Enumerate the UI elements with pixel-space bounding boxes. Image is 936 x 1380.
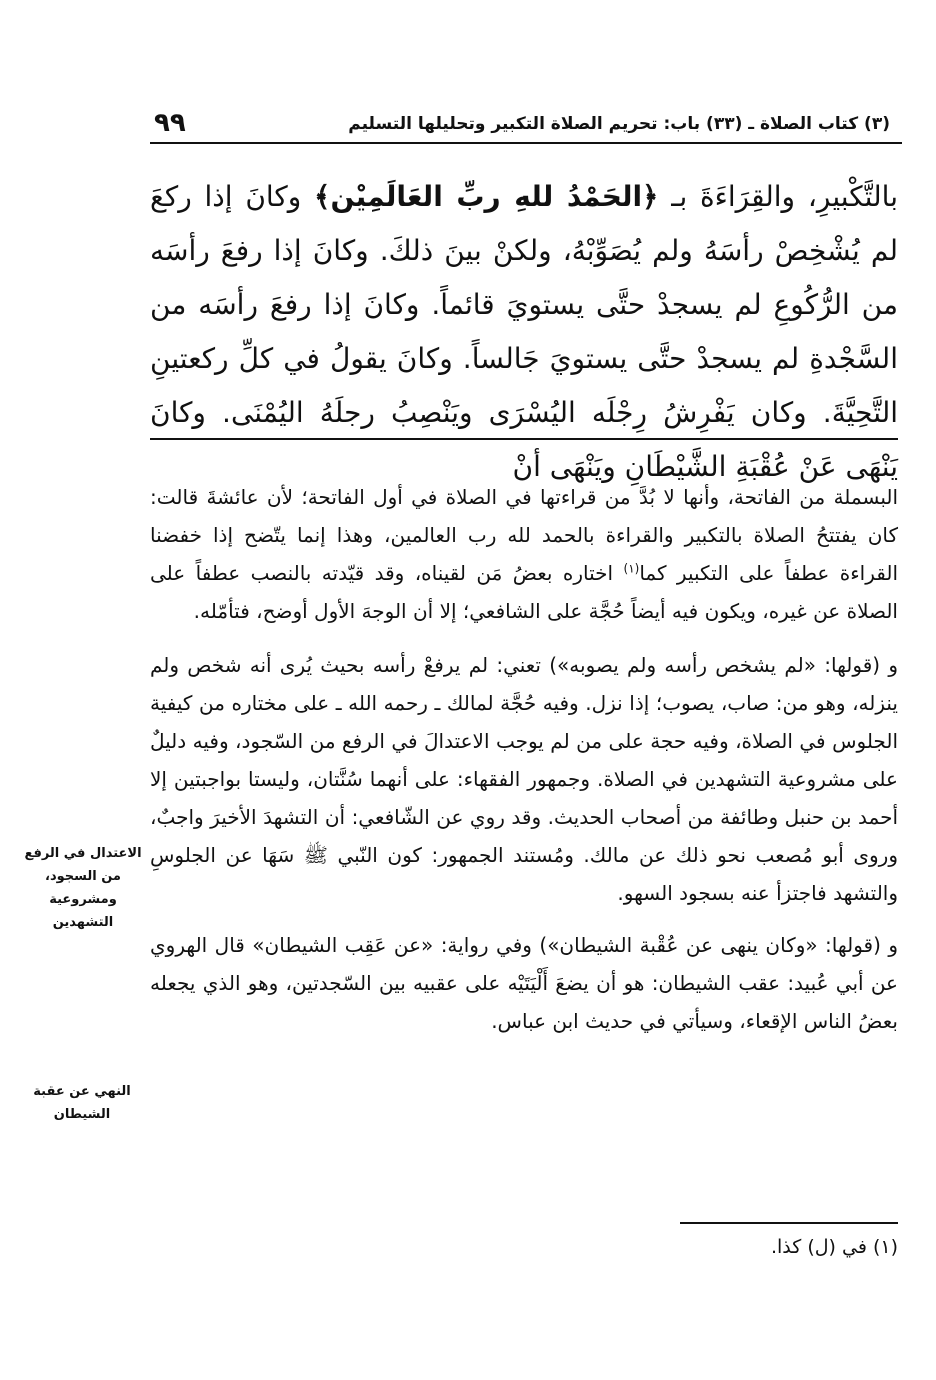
commentary-paragraph-3: و (قولها: «وكان ينهى عن عُقْبة الشيطان») وفي رواية: «عن عَقِب الشيطان» قال الهروي عن أبي عُبيد: عقب الشيطان: هو أن يضعَ أَلْيَتَيْه على عقبيه بين السّجدتين، وهو الذي يجعله بعضُ الناس الإقعاء، وسيأتي في حديث ابن عباس. — [150, 933, 898, 1033]
commentary-paragraph-2: و (قولها: «لم يشخص رأسه ولم يصوبه») تعني: لم يرفعْ رأسه بحيث يُرى أنه شخص ولم ينزله، وهو من: صاب، يصوب؛ إذا نزل. وفيه حُجَّة لمالك ـ رحمه الله ـ على مختاره من كيفية الجلوس في الصلاة، وفيه حجة على من لم يوجب الاعتدالَ في الرفع من السّجود، وفيه دليلٌ على مشروعية التشهدين في الصلاة. وجمهور الفقهاء: على أنهما سُنَّتان، وليستا بواجبتين إلا أحمد بن حنبل وطائفة من أصحاب الحديث. وقد روي عن الشّافعي: أن التشهدَ الأخيرَ واجبٌ، وروى أبو مُصعب نحو ذلك عن مالك. ومُستند الجمهور: كون النّبي ﷺ سَهَا عن الجلوسِ والتشهد فاجتزأ عنه بسجود السهو. — [150, 653, 898, 905]
margin-note-tashahhud: الاعتدال في الرفع من السجود، ومشروعية التشهدين — [24, 846, 142, 930]
hadith-text-start: بالتَّكْبيرِ، والقِرَاءَةَ بـ — [658, 180, 898, 213]
hadith-text-rest: وكانَ إذا ركعَ لم يُشْخِصْ رأسَهُ ولم يُصَوِّبْهُ، ولكنْ بينَ ذلكَ. وكانَ إذا رفعَ رأسَه من الرُّكُوعِ لم يسجدْ حتَّى يستويَ قائماً. وكانَ إذا رفعَ رأسَه من السَّجْدةِ لم يسجدْ حتَّى يستويَ جَالساً. وكانَ يقولُ في كلِّ ركعتينِ التَّحِيَّةَ. وكان يَفْرِشُ رِجْلَه اليُسْرَى ويَنْصِبُ رجلَهُ اليُمْنَى. وكانَ يَنْهَى عَنْ عُقْبَةِ الشَّيْطَانِ ويَنْهَى أنْ — [150, 180, 898, 483]
running-head: (٣) كتاب الصلاة ـ (٣٣) باب: تحريم الصلاة التكبير وتحليلها التسليم — [348, 114, 890, 134]
page-header — [150, 108, 902, 144]
commentary-text — [150, 478, 898, 1040]
hadith-text — [150, 170, 898, 494]
commentary-paragraph-1-part-a: البسملة من الفاتحة، وأنها لا بُدَّ من قراءتها في الصلاة في أول الفاتحة؛ لأن عائشةَ قالت: كان يفتتحُ الصلاة بالتكبير والقراءة بالحمد لله رب العالمين، وهذا إنما يتّضح إذا خفضنا القراءة عطفاً على التكبير كما — [150, 485, 899, 585]
hadith-paragraph — [150, 170, 898, 494]
footnote-marker: (١) — [623, 561, 640, 576]
footnote-separator — [680, 1222, 898, 1224]
quran-quote: ﴿الحَمْدُ للهِ ربِّ العَالَمِيْن﴾ — [314, 180, 659, 213]
margin-note-shaytan: النهي عن عقبة الشيطان — [33, 1084, 131, 1122]
commentary-paragraph-1-part-b: اختاره بعضُ مَن لقيناه، وقد قيّدته بالنصب عطفاً على الصلاة عن غيره، ويكون فيه أيضاً حُجَّة على الشافعي؛ إلا أن الوجهَ الأول أوضح، فتأمّله. — [150, 561, 898, 623]
page-number: ٩٩ — [154, 108, 186, 138]
commentary-paragraph-1 — [150, 478, 898, 630]
section-separator — [150, 438, 898, 440]
footnote: (١) في (ل) كذا. — [770, 1236, 898, 1258]
